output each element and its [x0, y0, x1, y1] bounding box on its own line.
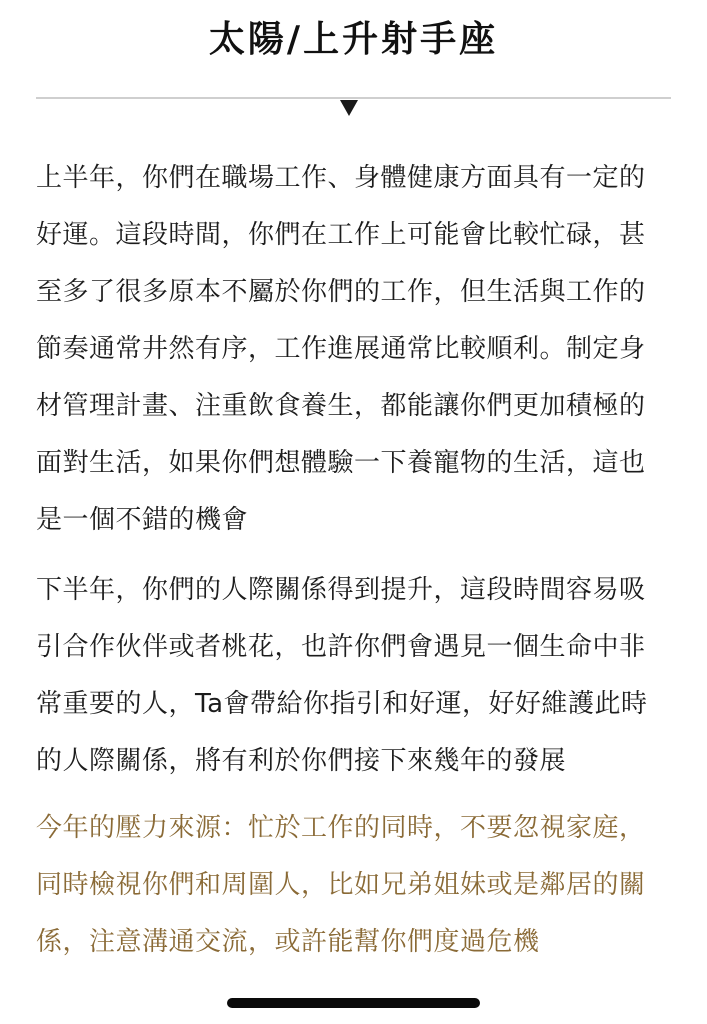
paragraph-line: 至多了很多原本不屬於你們的工作，但生活與工作的 — [36, 277, 646, 307]
paragraph-line: 節奏通常井然有序，工作進展通常比較順利。制定身 — [36, 334, 646, 364]
home-indicator[interactable] — [227, 998, 480, 1008]
paragraph-line: 好運。這段時間，你們在工作上可能會比較忙碌，甚 — [36, 220, 646, 250]
paragraph-second-half-year — [36, 562, 676, 790]
paragraph-line: 面對生活，如果你們想體驗一下養寵物的生活，這也 — [36, 448, 646, 478]
triangle-down-icon — [340, 100, 358, 116]
paragraph-first-half-year — [36, 150, 676, 549]
section-divider — [36, 97, 671, 99]
paragraph-line: 今年的壓力來源：忙於工作的同時，不要忽視家庭， — [36, 813, 646, 843]
paragraph-stress-source — [36, 800, 676, 971]
page-title: 太陽/上升射手座 — [208, 19, 499, 60]
paragraph-line: 同時檢視你們和周圍人，比如兄弟姐妹或是鄰居的關 — [36, 870, 646, 900]
paragraph-line: 材管理計畫、注重飲食養生，都能讓你們更加積極的 — [36, 391, 646, 421]
paragraph-line: 是一個不錯的機會 — [36, 505, 249, 535]
paragraph-line: 上半年，你們在職場工作、身體健康方面具有一定的 — [36, 163, 646, 193]
paragraph-line: 係，注意溝通交流，或許能幫你們度過危機 — [36, 927, 540, 957]
paragraph-line: 引合作伙伴或者桃花，也許你們會遇見一個生命中非 — [36, 632, 646, 662]
paragraph-line: 的人際關係，將有利於你們接下來幾年的發展 — [36, 746, 567, 776]
paragraph-line: 常重要的人，Ta會帶給你指引和好運，好好維護此時 — [36, 689, 648, 719]
paragraph-line: 下半年，你們的人際關係得到提升，這段時間容易吸 — [36, 575, 646, 605]
